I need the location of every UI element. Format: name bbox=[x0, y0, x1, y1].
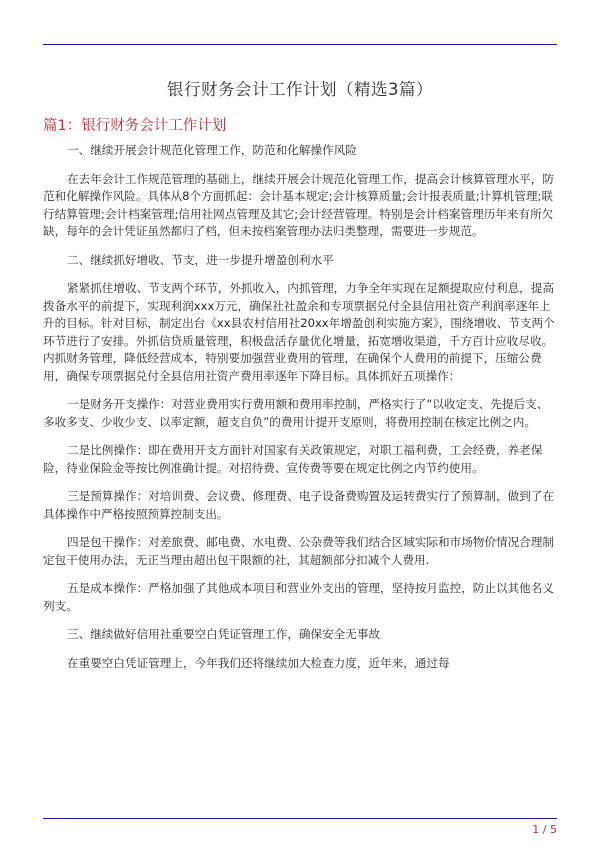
footer-rule bbox=[43, 818, 557, 819]
page-number: 1 / 5 bbox=[532, 823, 557, 836]
paragraph: 紧紧抓住增收、节支两个环节，外抓收入，内抓管理，力争全年实现在足额提取应付利息，提高拨备水平的前提下，实现利润xxx万元，确保社社盈余和专项票据兑付全县信用社资产利润率逐年上升的目标。针对目标，制定出台《xx县农村信用社20xx年增盈创利实施方案》，围绕增收、节支两个环节进行了安排。外抓信贷质量管理，积极盘活存量优化增量，拓宽增收渠道，千方百计应收尽收。内抓财务管理，降低经营成本，特别要加强营业费用的管理，在确保个人费用的前提下，压缩公费用，确保专项票据兑付全县信用社资产费用率逐年下降目标。具体抓好五项操作： bbox=[43, 281, 555, 383]
section-title: 篇1：银行财务会计工作计划 bbox=[43, 118, 227, 134]
paragraph: 在重要空白凭证管理上，今年我们还将继续加大检查力度，近年来，通过每 bbox=[67, 655, 450, 670]
paragraph-heading: 二、继续抓好增收、节支，进一步提升增盈创利水平 bbox=[67, 252, 334, 267]
paragraph: 一是财务开支操作：对营业费用实行费用额和费用率控制，严格实行了“以收定支、先提后支、多收多支、少收少支、以率定额，超支自负”的费用计提开支原则，将费用控制在核定比例之内。 bbox=[43, 397, 549, 429]
paragraph: 五是成本操作：严格加强了其他成本项目和营业外支出的管理，坚持按月监控，防止以其他名义列支。 bbox=[43, 581, 554, 613]
header-rule bbox=[43, 44, 557, 45]
paragraph: 在去年会计工作规范管理的基础上，继续开展会计规范化管理工作，提高会计核算管理水平，防范和化解操作风险。具体从8个方面抓起：会计基本规定;会计核算质量;会计报表质量;计算机管理;联行结算管理;会计档案管理;信用社网点管理及其它;会计经营管理。特别是会计档案管理历年来有所欠缺，每年的会计凭证虽然都归了档，但未按档案管理办法归类整理，需要进一步规范。 bbox=[43, 171, 554, 238]
paragraph: 四是包干操作：对差旅费、邮电费、水电费、公杂费等我们结合区域实际和市场物价情况合理制定包干使用办法，无正当理由超出包干限额的社，其超额部分扣减个人费用. bbox=[43, 535, 554, 567]
paragraph-heading: 三、继续做好信用社重要空白凭证管理工作，确保安全无事故 bbox=[67, 627, 381, 641]
paragraph: 三是预算操作：对培训费、会议费、修理费、电子设备费购置及运转费实行了预算制，做到了在具体操作中严格按照预算控制支出。 bbox=[43, 489, 554, 521]
document-body bbox=[43, 142, 557, 672]
paragraph: 二是比例操作：即在费用开支方面针对国家有关政策规定，对职工福利费，工会经费，养老保险，待业保险金等按比例准确计提。对招待费、宣传费等要在规定比例之内节约使用。 bbox=[43, 443, 543, 475]
paragraph-heading: 一、继续开展会计规范化管理工作，防范和化解操作风险 bbox=[67, 143, 357, 157]
page-title: 银行财务会计工作计划（精选3篇） bbox=[167, 80, 433, 99]
